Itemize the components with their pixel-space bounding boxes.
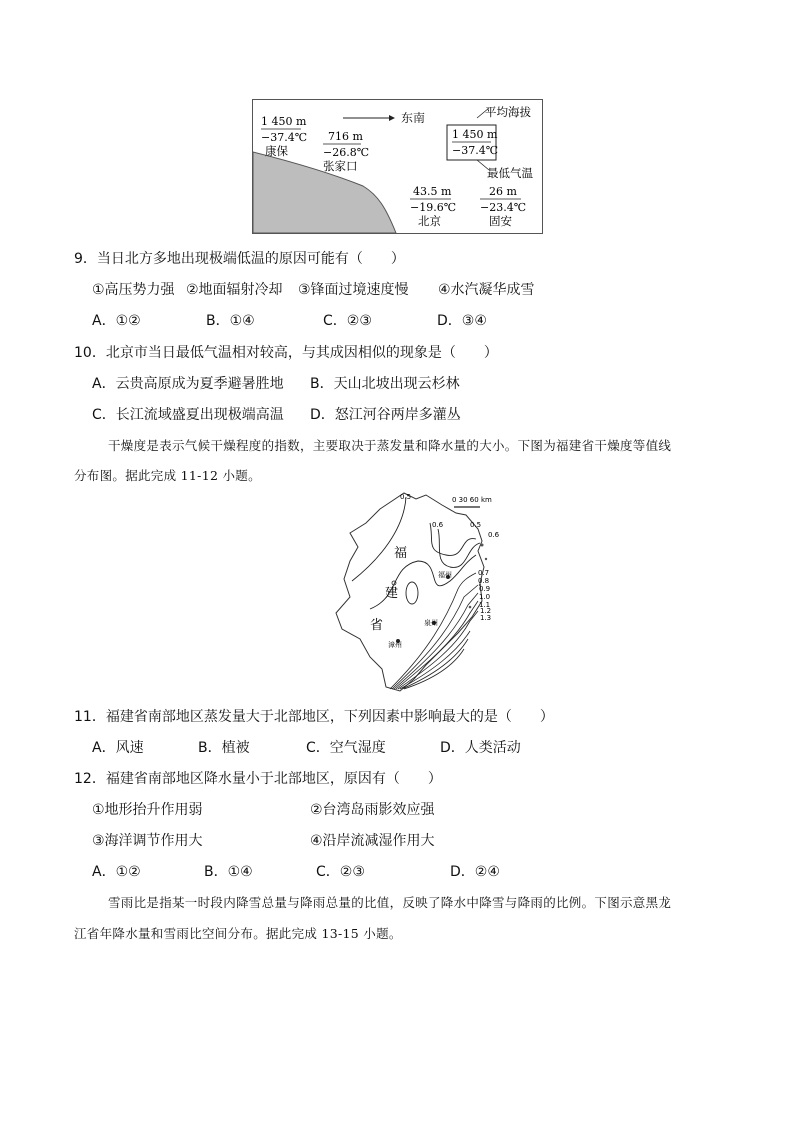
station-name: 张家口: [323, 159, 358, 173]
province-outline: [336, 493, 484, 691]
city-label: 福州: [438, 571, 452, 579]
q9-option-d[interactable]: D．③④: [437, 313, 487, 329]
isoline-label: 0.6: [488, 531, 500, 539]
q9-option-c[interactable]: C．②③: [323, 313, 372, 329]
q12-item-1: ①地形抬升作用弱: [92, 802, 203, 818]
question-9-stem: 9．当日北方多地出现极端低温的原因可能有（ ）: [74, 251, 405, 267]
direction-label: 东南: [401, 111, 426, 125]
fujian-aridity-map: [330, 489, 506, 695]
q12-option-c[interactable]: C．②③: [316, 864, 365, 880]
station-name: 康保: [265, 144, 288, 158]
q9-option-b[interactable]: B．①④: [206, 313, 255, 329]
q10-option-b[interactable]: B．天山北坡出现云杉林: [310, 376, 460, 392]
isoline-label: 0.5: [470, 521, 482, 529]
station-temperature: −37.4℃: [261, 131, 308, 144]
isoline-label: 0.8: [478, 577, 490, 585]
q10-option-c[interactable]: C．长江流域盛夏出现极端高温: [92, 407, 284, 423]
q9-item-3: ③锋面过境速度慢: [298, 282, 409, 298]
question-12-stem: 12．福建省南部地区降水量小于北部地区，原因有（ ）: [74, 771, 442, 787]
station-temperature: −26.8℃: [323, 146, 370, 159]
q11-option-b[interactable]: B．植被: [198, 740, 250, 756]
q9-option-a[interactable]: A．①②: [92, 313, 141, 329]
station-temperature: −19.6℃: [410, 201, 457, 214]
q12-item-4: ④沿岸流减湿作用大: [310, 833, 435, 849]
station-elevation: 716 m: [328, 130, 363, 143]
province-char: 省: [370, 618, 384, 633]
passage-aridity-line-2: 分布图。据此完成 11-12 小题。: [74, 468, 261, 483]
isoline: [438, 529, 480, 567]
q10-option-a[interactable]: A．云贵高原成为夏季避暑胜地: [92, 376, 284, 392]
temperature-profile-figure: [252, 99, 543, 234]
q9-item-1: ①高压势力强: [92, 282, 175, 298]
q12-option-d[interactable]: D．②④: [450, 864, 500, 880]
map-svg: [330, 489, 506, 695]
province-char: 福: [394, 546, 408, 561]
q9-item-2: ②地面辐射冷却: [186, 282, 283, 298]
legend-top-label: 平均海拔: [485, 105, 531, 119]
q12-option-a[interactable]: A．①②: [92, 864, 141, 880]
isoline-label: 0.5: [400, 493, 412, 501]
q11-option-a[interactable]: A．风速: [92, 740, 144, 756]
passage-snow-rain-line-2: 江省年降水量和雪雨比空间分布。据此完成 13-15 小题。: [74, 926, 402, 941]
q12-option-b[interactable]: B．①④: [204, 864, 253, 880]
station-elevation: 1 450 m: [261, 115, 307, 128]
legend-elevation: 1 450 m: [452, 128, 498, 141]
isoline-label: 0.6: [432, 521, 444, 529]
station-name: 固安: [489, 214, 512, 228]
q12-item-2: ②台湾岛雨影效应强: [310, 802, 435, 818]
isoline-closed: [406, 582, 418, 604]
city-label: 泉州: [424, 619, 438, 627]
question-10-stem: 10．北京市当日最低气温相对较高，与其成因相似的现象是（ ）: [74, 345, 498, 361]
isoline-label: 0.7: [478, 569, 490, 577]
station-elevation: 43.5 m: [413, 185, 452, 198]
province-char: 建: [385, 586, 399, 601]
q11-option-c[interactable]: C．空气湿度: [306, 740, 386, 756]
isoline-label: 1.2: [480, 607, 492, 615]
isoline-label: 1.3: [480, 614, 492, 622]
isoline-label: 0.9: [479, 585, 491, 593]
q11-option-d[interactable]: D．人类活动: [440, 740, 521, 756]
isoline-label: 1.1: [479, 601, 491, 609]
station-temperature: −23.4℃: [480, 201, 527, 214]
city-label: 漳州: [388, 641, 402, 649]
legend-bottom-label: 最低气温: [487, 166, 533, 180]
station-elevation: 26 m: [489, 185, 517, 198]
scale-label: 0 30 60 km: [452, 496, 492, 504]
station-name: 北京: [418, 214, 441, 228]
q10-option-d[interactable]: D．怒江河谷两岸多灌丛: [310, 407, 461, 423]
legend-temperature: −37.4℃: [452, 144, 499, 157]
isoline-label: 1.0: [479, 593, 491, 601]
arrow-head: [389, 115, 395, 121]
passage-snow-rain-line-1: 雪雨比是指某一时段内降雪总量与降雨总量的比值，反映了降水中降雪与降雨的比例。下图示意黑龙: [108, 895, 672, 910]
q9-item-4: ④水汽凝华成雪: [438, 282, 535, 298]
question-11-stem: 11．福建省南部地区蒸发量大于北部地区，下列因素中影响最大的是（ ）: [74, 709, 554, 725]
passage-aridity-line-1: 干燥度是表示气候干燥程度的指数，主要取决于蒸发量和降水量的大小。下图为福建省干燥度等值线: [108, 438, 672, 453]
q12-item-3: ③海洋调节作用大: [92, 833, 203, 849]
profile-diagram: [253, 100, 542, 233]
